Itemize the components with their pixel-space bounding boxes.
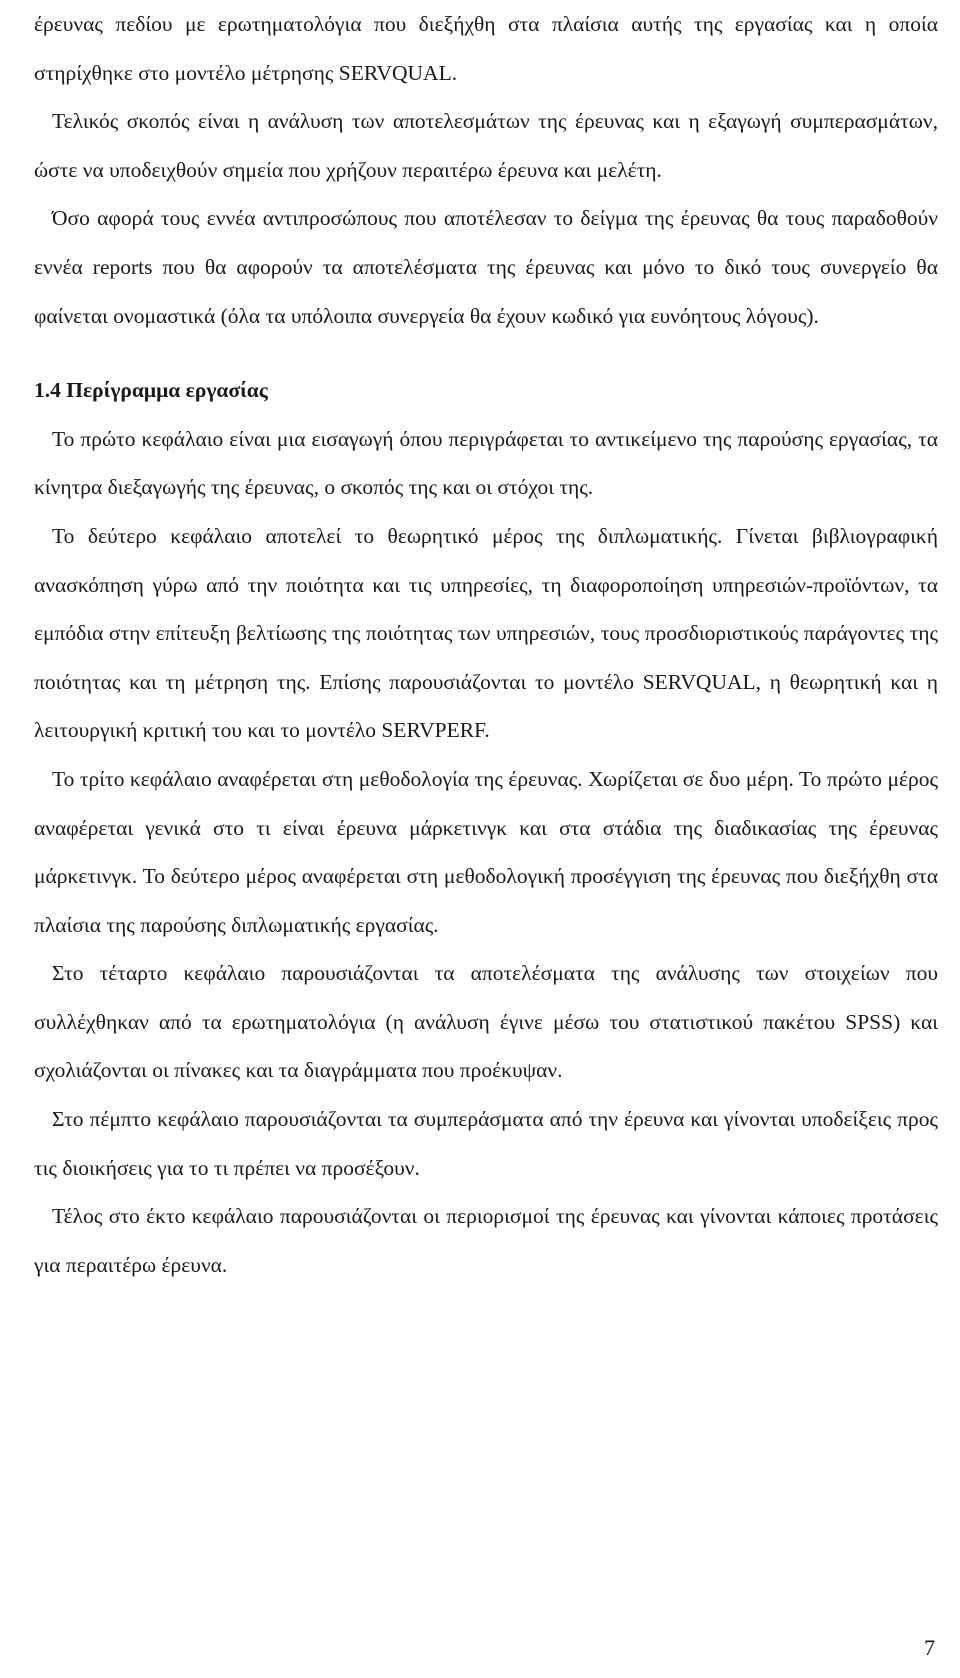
- page-number: 7: [924, 1635, 935, 1660]
- paragraph-chapter-six: Τέλος στο έκτο κεφάλαιο παρουσιάζονται οι περιορισμοί της έρευνας και γίνονται κάποιες προτάσεις για περαιτέρω έρευνα.: [34, 1204, 938, 1277]
- section-heading: 1.4 Περίγραμμα εργασίας: [34, 378, 268, 403]
- paragraph-chapter-one: Το πρώτο κεφάλαιο είναι μια εισαγωγή όπου περιγράφεται το αντικείμενο της παρούσης εργασίας, τα κίνητρα διεξαγωγής της έρευνας, ο σκοπός της και οι στόχοι της.: [34, 426, 938, 500]
- paragraph-intro-continuation: έρευνας πεδίου με ερωτηματολόγια που διεξήχθη στα πλαίσια αυτής της εργασίας και η οποία στηρίχθηκε στο μοντέλο μέτρησης SERVQUAL.: [34, 12, 938, 85]
- paragraph-purpose: Τελικός σκοπός είναι η ανάλυση των αποτελεσμάτων της έρευνας και η εξαγωγή συμπερασμάτων, ώστε να υποδειχθούν σημεία που χρήζουν περαιτέρω έρευνα και μελέτη.: [34, 109, 938, 182]
- paragraph-representatives: Όσο αφορά τους εννέα αντιπροσώπους που αποτέλεσαν το δείγμα της έρευνας θα τους παραδοθούν εννέα reports που θα αφορούν τα αποτελέσματα της έρευνας και μόνο το δικό τους συνεργείο θα φαίνεται ονομαστικά (όλα τα υπόλοιπα συνεργεία θα έχουν κωδικό για ευνόητους λόγους).: [34, 206, 938, 328]
- paragraph-chapter-three: Το τρίτο κεφάλαιο αναφέρεται στη μεθοδολογία της έρευνας. Χωρίζεται σε δυο μέρη. Το πρώτο μέρος αναφέρεται γενικά στο τι είναι έρευνα μάρκετινγκ και στα στάδια της διαδικασίας της έρευνας μάρκετινγκ. Το δεύτερο μέρος αναφέρεται στη μεθοδολογική προσέγγιση της έρευνας που διεξήχθη στα πλαίσια της παρούσης διπλωματικής εργασίας.: [34, 766, 938, 937]
- paragraph-chapter-four: Στο τέταρτο κεφάλαιο παρουσιάζονται τα αποτελέσματα της ανάλυσης των στοιχείων που συλλέχθηκαν από τα ερωτηματολόγια (η ανάλυση έγινε μέσω του στατιστικού πακέτου SPSS) και σχολιάζονται οι πίνακες και τα διαγράμματα που προέκυψαν.: [34, 961, 938, 1083]
- page-body: [34, 0, 938, 1289]
- paragraph-chapter-two: Το δεύτερο κεφάλαιο αποτελεί το θεωρητικό μέρος της διπλωματικής. Γίνεται βιβλιογραφική ανασκόπηση γύρω από την ποιότητα και τις υπηρεσίες, τη διαφοροποίηση υπηρεσιών-προϊόντων, τα εμπόδια στην επίτευξη βελτίωσης της ποιότητας των υπηρεσιών, τους προσδιοριστικούς παράγοντες της ποιότητας και τη μέτρηση της. Επίσης παρουσιάζονται το μοντέλο SERVQUAL, η θεωρητική και η λειτουργική κριτική του και το μοντέλο SERVPERF.: [34, 523, 938, 743]
- paragraph-chapter-five: Στο πέμπτο κεφάλαιο παρουσιάζονται τα συμπεράσματα από την έρευνα και γίνονται υποδείξεις προς τις διοικήσεις για το τι πρέπει να προσέξουν.: [34, 1107, 938, 1180]
